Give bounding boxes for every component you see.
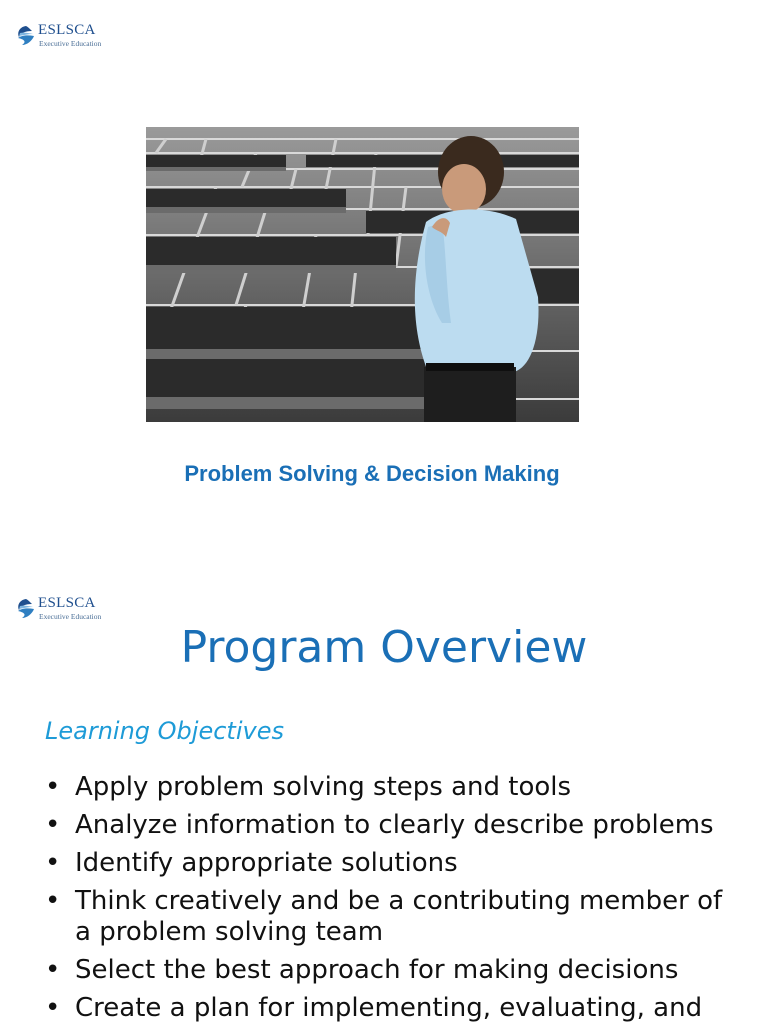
slide-title-heading: Problem Solving & Decision Making xyxy=(184,461,560,486)
page-title: Program Overview xyxy=(180,622,588,673)
bullet-icon: • xyxy=(45,772,61,802)
slide-program-overview xyxy=(0,512,768,1024)
list-item-text: Select the best approach for making decisions xyxy=(75,955,679,985)
list-item xyxy=(45,886,745,948)
bullet-icon: • xyxy=(45,848,61,878)
objectives-list xyxy=(45,772,745,1024)
logo-tagline: Executive Education xyxy=(39,39,102,48)
list-item-text: Apply problem solving steps and tools xyxy=(75,772,572,802)
bullet-icon: • xyxy=(45,955,61,985)
bullet-icon: • xyxy=(45,993,61,1023)
maze-photo-icon xyxy=(146,127,579,422)
bullet-icon: • xyxy=(45,810,61,840)
logo-brand: ESLSCA xyxy=(38,595,96,611)
list-item-text: Analyze information to clearly describe problems xyxy=(75,810,714,840)
bullet-icon: • xyxy=(45,886,61,916)
logo-brand: ESLSCA xyxy=(38,22,96,38)
list-item xyxy=(45,848,745,879)
list-item xyxy=(45,772,745,803)
logo-tagline: Executive Education xyxy=(39,612,102,621)
list-item xyxy=(45,955,745,986)
maze-businessman-photo xyxy=(146,127,579,422)
eslsca-logo xyxy=(16,595,106,623)
eslsca-logo xyxy=(16,22,106,50)
eslsca-logo-icon xyxy=(16,597,36,621)
list-item-text: Identify appropriate solutions xyxy=(75,848,458,878)
list-item-text: Create a plan for implementing, evaluating, and xyxy=(75,993,703,1023)
list-item xyxy=(45,810,745,841)
eslsca-logo-icon xyxy=(16,24,36,48)
list-item xyxy=(45,993,745,1024)
list-item-text: Think creatively and be a contributing member of a problem solving team xyxy=(75,886,723,947)
section-subtitle: Learning Objectives xyxy=(45,717,284,745)
